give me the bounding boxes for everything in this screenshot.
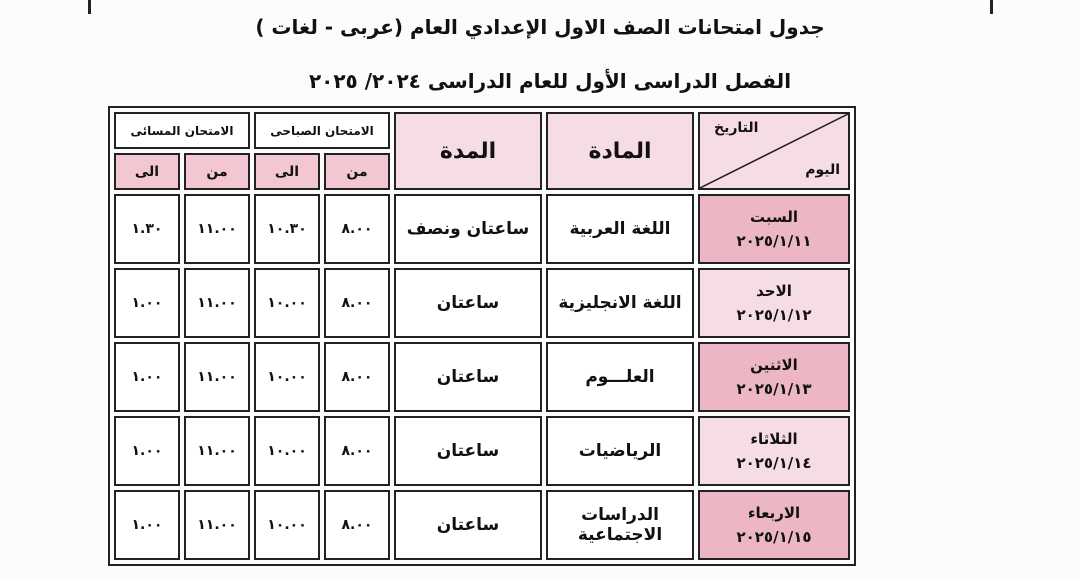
- page-subtitle: الفصل الدراسى الأول للعام الدراسى ٢٠٢٤/ ٢٠٢٥: [308, 69, 792, 93]
- date-header-label: التاريخ: [714, 120, 759, 136]
- morning-to-cell: ١٠.٠٠: [254, 342, 320, 412]
- morning-to-cell: ١٠.٠٠: [254, 268, 320, 338]
- day-name: السبت: [749, 208, 799, 226]
- morning-from-cell: ٨.٠٠: [324, 194, 390, 264]
- table-row: [114, 342, 850, 412]
- subject-cell: اللغة الانجليزية: [546, 268, 694, 338]
- frame-left-border: [88, 0, 91, 14]
- subject-cell: العلـــوم: [546, 342, 694, 412]
- evening-from-cell: ١١.٠٠: [184, 194, 250, 264]
- subject-cell: الرياضيات: [546, 416, 694, 486]
- exam-schedule-table: [108, 106, 856, 566]
- duration-cell: ساعتان: [394, 416, 542, 486]
- day-date: ٢٠٢٥/١/١٣: [736, 380, 812, 398]
- day-date: ٢٠٢٥/١/١١: [736, 232, 812, 250]
- table-row: [114, 490, 850, 560]
- evening-to-cell: ١.٠٠: [114, 342, 180, 412]
- table-row: [114, 194, 850, 264]
- day-cell: [698, 490, 850, 560]
- duration-cell: ساعتان: [394, 268, 542, 338]
- day-cell: [698, 342, 850, 412]
- subject-cell: اللغة العربية: [546, 194, 694, 264]
- morning-from-cell: ٨.٠٠: [324, 490, 390, 560]
- subject-header: المادة: [546, 112, 694, 190]
- day-name: الاحد: [756, 282, 792, 300]
- morning-from-cell: ٨.٠٠: [324, 268, 390, 338]
- duration-cell: ساعتان ونصف: [394, 194, 542, 264]
- morning-to-cell: ١٠.٠٠: [254, 416, 320, 486]
- morning-to-cell: ١٠.٣٠: [254, 194, 320, 264]
- duration-cell: ساعتان: [394, 342, 542, 412]
- day-header-label: اليوم: [805, 162, 840, 178]
- evening-from-cell: ١١.٠٠: [184, 416, 250, 486]
- evening-to-cell: ١.٠٠: [114, 268, 180, 338]
- evening-from-cell: ١١.٠٠: [184, 490, 250, 560]
- morning-from-header: من: [324, 153, 390, 190]
- morning-exam-header: الامتحان الصباحى: [254, 112, 390, 149]
- table-row: [114, 268, 850, 338]
- evening-from-header: من: [184, 153, 250, 190]
- day-name: الاثنين: [750, 356, 798, 374]
- page-title: جدول امتحانات الصف الاول الإعدادي العام (عربى - لغات ): [255, 15, 825, 39]
- duration-header: المدة: [394, 112, 542, 190]
- evening-to-cell: ١.٠٠: [114, 416, 180, 486]
- evening-from-cell: ١١.٠٠: [184, 342, 250, 412]
- table-row: [114, 416, 850, 486]
- day-cell: [698, 194, 850, 264]
- evening-to-header: الى: [114, 153, 180, 190]
- subject-cell: الدراسات الاجتماعية: [546, 490, 694, 560]
- morning-from-cell: ٨.٠٠: [324, 416, 390, 486]
- day-name: الثلاثاء: [750, 430, 798, 448]
- day-cell: [698, 416, 850, 486]
- evening-from-cell: ١١.٠٠: [184, 268, 250, 338]
- day-date: ٢٠٢٥/١/١٤: [736, 454, 812, 472]
- evening-to-cell: ١.٣٠: [114, 194, 180, 264]
- frame-right-border: [990, 0, 993, 14]
- day-date: ٢٠٢٥/١/١٥: [736, 528, 812, 546]
- morning-to-header: الى: [254, 153, 320, 190]
- evening-exam-header: الامتحان المسائى: [114, 112, 250, 149]
- header-row: [114, 112, 850, 149]
- evening-to-cell: ١.٠٠: [114, 490, 180, 560]
- day-date: ٢٠٢٥/١/١٢: [736, 306, 812, 324]
- duration-cell: ساعتان: [394, 490, 542, 560]
- day-name: الاربعاء: [747, 504, 801, 522]
- morning-from-cell: ٨.٠٠: [324, 342, 390, 412]
- date-day-header: [698, 112, 850, 190]
- morning-to-cell: ١٠.٠٠: [254, 490, 320, 560]
- day-cell: [698, 268, 850, 338]
